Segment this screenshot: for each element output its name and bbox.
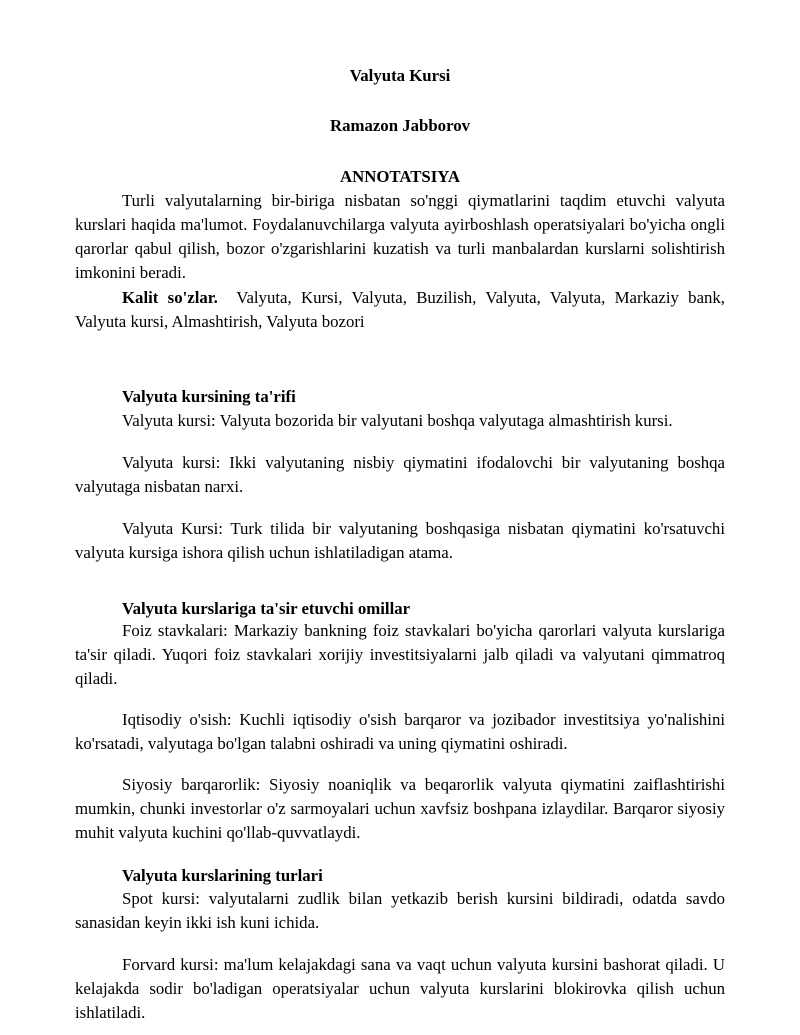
keywords-block [75,286,725,334]
section-heading-text: Valyuta kurslarining turlari [122,866,323,885]
section-paragraph [75,619,725,691]
section-paragraph [75,409,725,433]
paragraph-text: Valyuta kursi: Valyuta bozorida bir valyutani boshqa valyutaga almashtirish kursi. [122,411,673,430]
paragraph-text: Spot kursi: valyutalarni zudlik bilan yetkazib berish kursini bildiradi, odatda savdo sanasidan keyin ikki ish kuni ichida. [75,889,725,932]
paragraph-text: Valyuta kursi: Ikki valyutaning nisbiy qiymatini ifodalovchi bir valyutaning boshqa valyutaga nisbatan narxi. [75,453,725,496]
keywords-paragraph [75,286,725,334]
section-paragraph [75,708,725,756]
section-paragraph [75,451,725,499]
section-heading [75,864,725,888]
section-heading-text: Valyuta kurslariga ta'sir etuvchi omillar [122,599,411,618]
keywords-label: Kalit so'zlar. [122,288,218,307]
paragraph-text: Valyuta Kursi: Turk tilida bir valyutaning boshqasiga nisbatan qiymatini ko'rsatuvchi valyuta kursiga ishora qilish uchun ishlatiladigan atama. [75,519,725,562]
paragraph-text: Foiz stavkalari: Markaziy bankning foiz stavkalari bo'yicha qarorlari valyuta kurslariga ta'sir qiladi. Yuqori foiz stavkalari xorijiy investitsiyalarni jalb qiladi va valyutani qimmatroq qiladi. [75,621,725,688]
keywords-text: Valyuta, Kursi, Valyuta, Buzilish, Valyuta, Valyuta, Markaziy bank, Valyuta kursi, Almashtirish, Valyuta bozori [75,288,726,331]
document-title: Valyuta Kursi [349,66,451,85]
section-heading [75,385,725,409]
paragraph-text: Siyosiy barqarorlik: Siyosiy noaniqlik va beqarorlik valyuta qiymatini zaiflashtirishi mumkin, chunki investorlar o'z sarmoyalari uchun xavfsiz boshpana izlaydilar. Barqaror siyosiy muhit valyuta kuchini qo'llab-quvvatlaydi. [75,775,725,842]
annotation-heading: ANNOTATSIYA [340,167,460,186]
section-heading-text: Valyuta kursining ta'rifi [122,387,296,406]
section-paragraph [75,773,725,845]
section-heading [75,597,725,621]
document-author: Ramazon Jabborov [329,116,470,135]
section-paragraph [75,517,725,565]
paragraph-text: Iqtisodiy o'sish: Kuchli iqtisodiy o'sish barqaror va jozibador investitsiya yo'nalishini ko'rsatadi, valyutaga bo'lgan talabni oshiradi va uning qiymatini oshiradi. [75,710,725,753]
section-paragraph [75,887,725,935]
section-paragraph [75,953,725,1025]
annotation-block [75,189,725,285]
paragraph-text: Forvard kursi: ma'lum kelajakdagi sana va vaqt uchun valyuta kursini bashorat qiladi. U kelajakda sodir bo'ladigan operatsiyalar uchun valyuta kurslarini blokirovka qilish uchun ishlatiladi. [75,955,725,1022]
annotation-paragraph: Turli valyutalarning bir-biriga nisbatan so'nggi qiymatlarini taqdim etuvchi valyuta kurslari haqida ma'lumot. Foydalanuvchilarga valyuta ayirboshlash operatsiyalari bo'yicha ongli qarorlar qabul qilish, bozor o'zgarishlarini kuzatish va turli manbalardan kurslarni solishtirish imkonini beradi. [75,191,725,282]
